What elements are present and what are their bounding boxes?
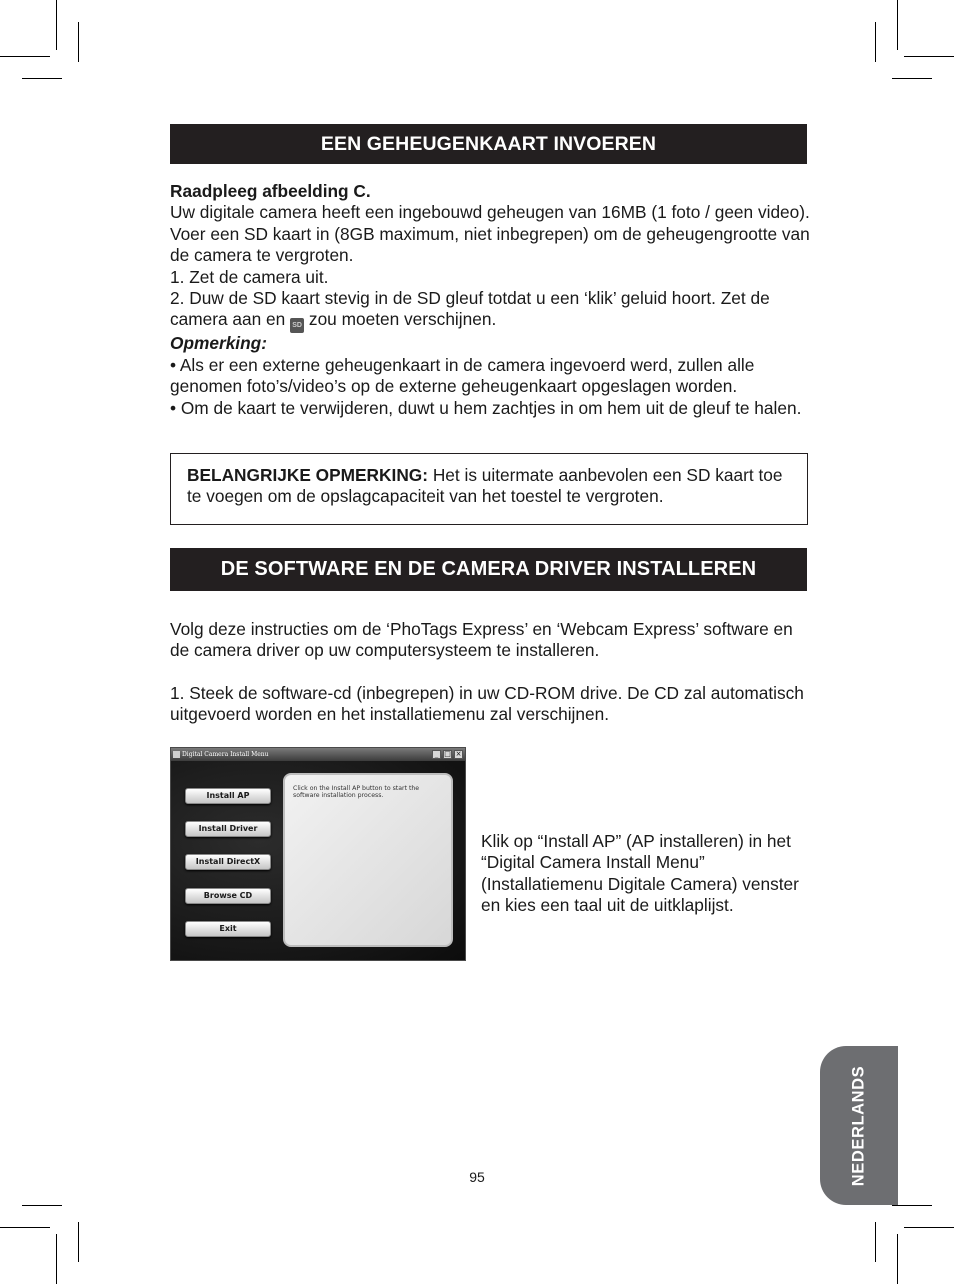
install-directx-button[interactable]: Install DirectX: [185, 854, 271, 870]
crop-mark: [0, 56, 50, 57]
crop-mark: [897, 1234, 898, 1284]
crop-mark: [904, 1227, 954, 1228]
install-window-titlebar: [171, 748, 465, 761]
screenshot-caption: [481, 831, 801, 917]
browse-cd-button[interactable]: Browse CD: [185, 888, 271, 904]
software-step-1: [170, 683, 810, 726]
install-info-text: Click on the Install AP button to start the software installation process.: [293, 785, 420, 800]
important-note-box: [170, 453, 808, 525]
crop-mark: [875, 22, 876, 62]
software-intro: [170, 619, 810, 662]
crop-mark: [22, 1205, 62, 1206]
close-icon[interactable]: ×: [455, 750, 462, 758]
language-tab-label: NEDERLANDS: [849, 1065, 868, 1186]
note-bullet: • Om de kaart te verwijderen, duwt u hem zachtjes in om hem uit de gleuf te halen.: [170, 397, 802, 418]
step-2: [170, 288, 810, 333]
crop-mark: [904, 56, 954, 57]
app-icon: [173, 751, 180, 758]
memory-intro-paragraph: Uw digitale camera heeft een ingebouwd geheugen van 16MB (1 foto / geen video). Voer een SD kaart in (8GB maximum, niet inbegrepen) om de geheugengrootte van de camera te vergroten.: [170, 202, 810, 266]
maximize-icon[interactable]: □: [444, 750, 451, 758]
install-window-title: Digital Camera Install Menu: [182, 751, 269, 758]
step-1: 1. Zet de camera uit.: [170, 266, 329, 287]
important-note-text: [171, 454, 807, 508]
step-2-text-end: zou moeten verschijnen.: [308, 309, 497, 330]
crop-mark: [892, 1205, 932, 1206]
section-heading-software-install: DE SOFTWARE EN DE CAMERA DRIVER INSTALLEREN: [170, 548, 807, 591]
figure-reference: Raadpleeg afbeelding C.: [170, 181, 371, 201]
screenshot-caption-text: Klik op “Install AP” (AP installeren) in het “Digital Camera Install Menu” (Installatiemenu Digitale Camera) venster en kies een taal uit de uitklaplijst.: [481, 831, 799, 916]
exit-button[interactable]: Exit: [185, 921, 271, 937]
note-label: Opmerking:: [170, 333, 267, 354]
crop-mark: [0, 1227, 50, 1228]
crop-mark: [56, 1234, 57, 1284]
sd-card-icon: SD: [290, 318, 304, 333]
install-driver-button[interactable]: Install Driver: [185, 821, 271, 837]
section-heading-memory-card: EEN GEHEUGENKAART INVOEREN: [170, 124, 807, 164]
important-note-body: Het is uitermate aanbevolen een SD kaart toe te voegen om de opslagcapaciteit van het toestel te vergroten.: [187, 465, 783, 507]
install-ap-button[interactable]: Install AP: [185, 788, 271, 804]
page-number: 95: [469, 1169, 485, 1185]
crop-mark: [892, 78, 932, 79]
language-tab: [820, 1046, 898, 1205]
crop-mark: [897, 0, 898, 50]
crop-mark: [875, 1222, 876, 1262]
software-step-1-text: 1. Steek de software-cd (inbegrepen) in uw CD-ROM drive. De CD zal automatisch uitgevoerd worden en het installatiemenu zal verschijnen.: [170, 683, 804, 725]
install-menu-screenshot: [170, 747, 466, 961]
crop-mark: [78, 22, 79, 62]
step-2-text: 2. Duw de SD kaart stevig in de SD gleuf totdat u een ‘klik’ geluid hoort. Zet de camera aan en: [170, 288, 770, 330]
software-intro-paragraph: Volg deze instructies om de ‘PhoTags Express’ en ‘Webcam Express’ software en de camera driver op uw computersysteem te installeren.: [170, 619, 793, 661]
install-info-panel: [283, 773, 453, 947]
crop-mark: [78, 1222, 79, 1262]
memory-card-text: [170, 181, 810, 419]
crop-mark: [56, 0, 57, 50]
install-window-body: [171, 761, 465, 960]
important-note-label: BELANGRIJKE OPMERKING:: [187, 465, 428, 485]
minimize-icon[interactable]: _: [432, 750, 441, 759]
crop-mark: [22, 78, 62, 79]
note-bullet: • Als er een externe geheugenkaart in de camera ingevoerd werd, zullen alle genomen foto’s/video’s op de externe geheugenkaart opgeslagen worden.: [170, 354, 755, 397]
